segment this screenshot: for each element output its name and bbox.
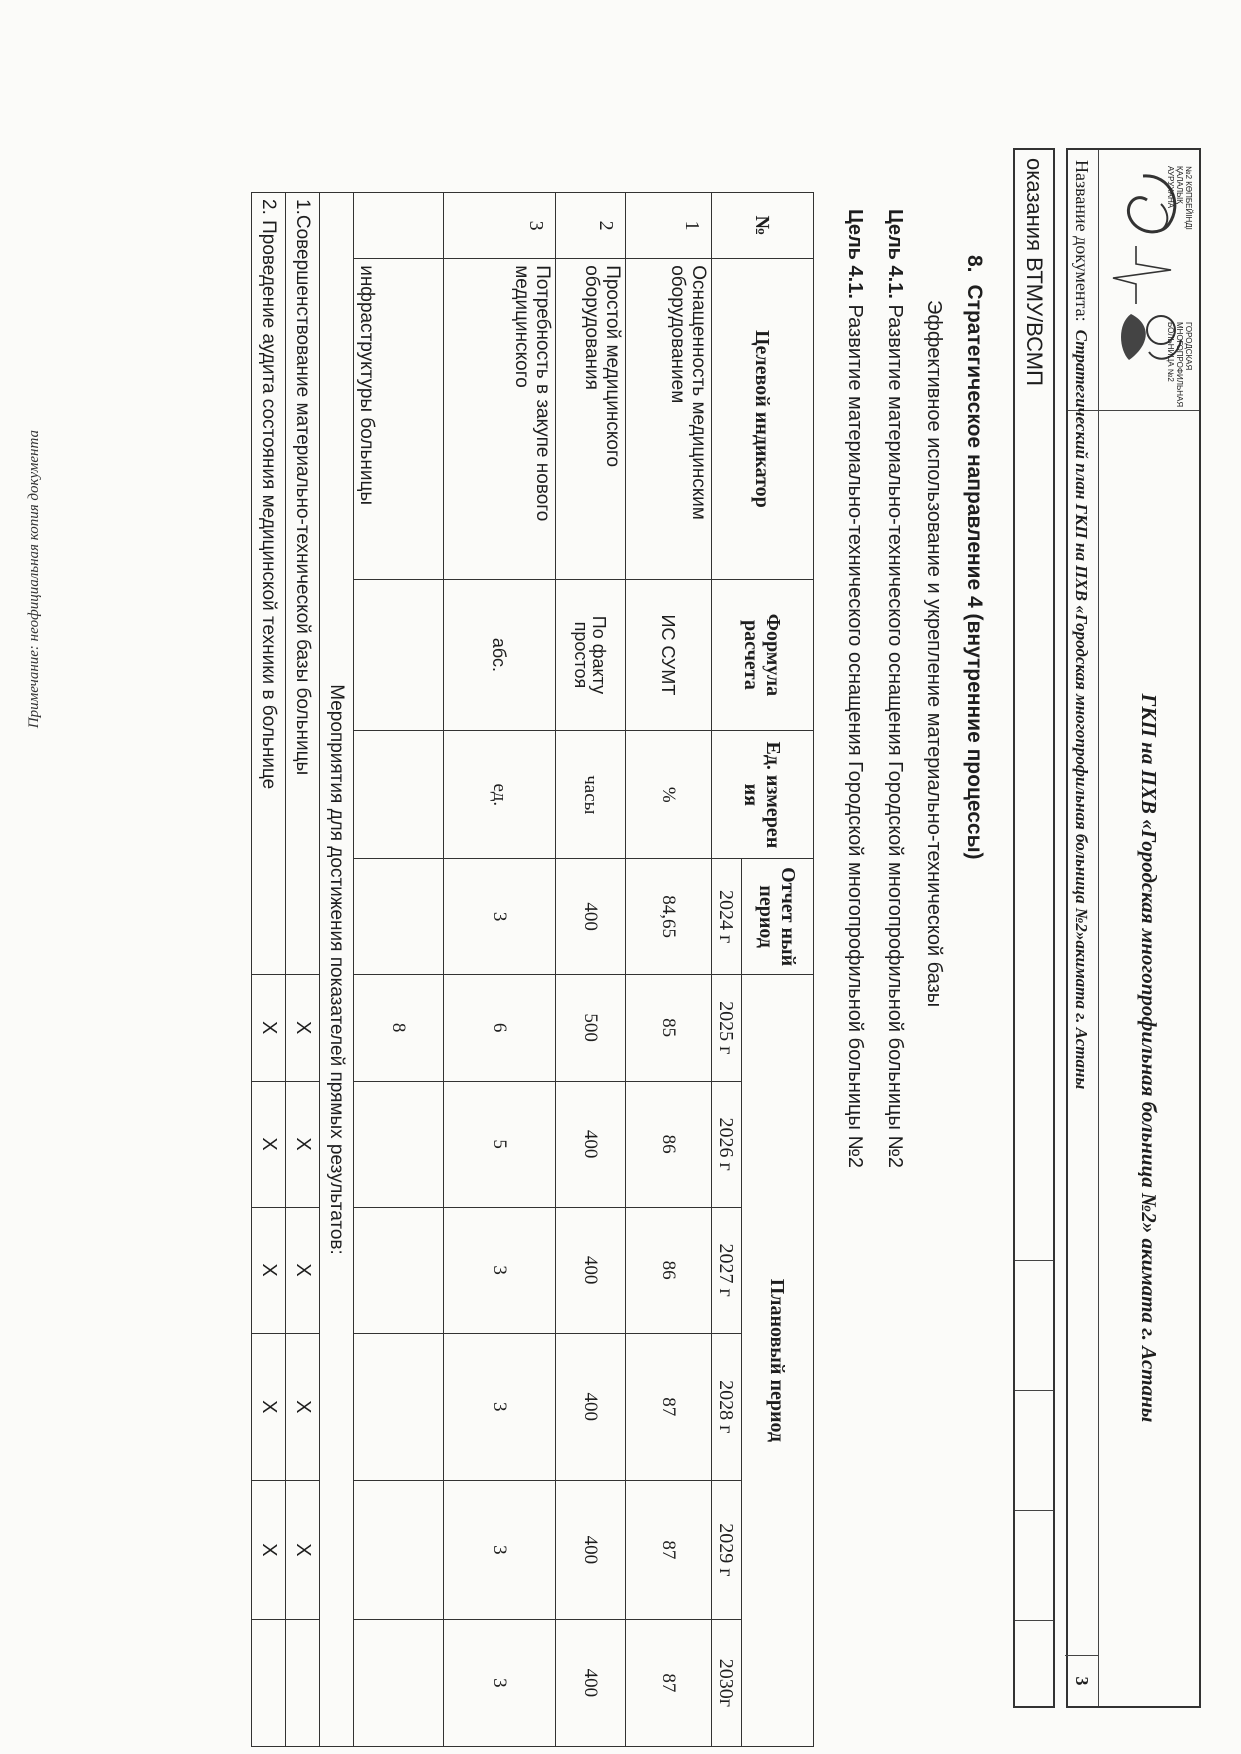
- value-cell: [354, 1081, 444, 1207]
- previous-row-text: оказания ВТМУ/ВСМП: [1022, 158, 1047, 386]
- indicator-name: инфраструктуры больницы: [354, 259, 444, 579]
- measure-mark: X: [286, 1081, 320, 1207]
- col-header-plan: Плановый период: [742, 974, 814, 1746]
- value-cell: 3: [444, 1207, 556, 1333]
- footer-watermark-note: Примечание: неофициальная копия документа: [26, 430, 42, 729]
- formula-cell: ИС СУМТ: [626, 579, 712, 731]
- value-cell: [354, 859, 444, 974]
- value-cell: 400: [556, 859, 626, 974]
- year-cell: 2025 г: [712, 974, 742, 1081]
- document-name-label: Название документа:: [1072, 160, 1092, 322]
- measure-mark: X: [252, 1207, 286, 1333]
- logo-text-kazakh: №2 КӨПБЕЙІНДІ ҚАЛАЛЫҚ АУРУХАНА: [1166, 166, 1193, 230]
- value-cell: 8: [354, 974, 444, 1081]
- value-cell: 3: [444, 1619, 556, 1746]
- goal-label: Цель 4.1.: [884, 209, 906, 299]
- section-subtitle: Эффективное использование и укрепление материально-технической базы: [923, 300, 945, 1008]
- col-header-indicator: Целевой индикатор: [712, 259, 814, 579]
- measure-mark: X: [286, 974, 320, 1081]
- col-header-formula: Формула расчета: [712, 579, 814, 731]
- indicator-name: Потребность в закупе нового медицинского: [444, 259, 556, 579]
- subgoal-line: [843, 209, 866, 1168]
- measure-row: [252, 193, 286, 1747]
- ribbon-divider: [1015, 1510, 1053, 1511]
- value-cell: 87: [626, 1619, 712, 1746]
- table-row: [556, 193, 626, 1747]
- unit-cell: часы: [556, 731, 626, 859]
- col-header-num: №: [712, 193, 814, 259]
- measure-mark: [286, 1619, 320, 1746]
- subgoal-label: Цель 4.1.: [844, 209, 866, 299]
- value-cell: 5: [444, 1081, 556, 1207]
- formula-cell: По факту простоя: [556, 579, 626, 731]
- row-number: [354, 193, 444, 259]
- goal-text: Развитие материально-технического оснащения Городской многопрофильной больницы №2: [884, 298, 906, 1169]
- goal-line: [883, 209, 906, 1168]
- indicators-table: [251, 192, 814, 1747]
- document-header: [1066, 148, 1201, 1708]
- value-cell: 84,65: [626, 859, 712, 974]
- measure-text: 1.Совершенствование материально-технической базы больницы: [286, 193, 320, 975]
- document-name-value: Стратегический план ГКП на ПХВ «Городская многопрофильная больница №2»акимата г. Астаны: [1072, 329, 1092, 1090]
- value-cell: [354, 1480, 444, 1619]
- col-header-report: Отчет ный период: [742, 859, 814, 974]
- value-cell: 3: [444, 859, 556, 974]
- measure-mark: X: [286, 1333, 320, 1480]
- value-cell: 6: [444, 974, 556, 1081]
- measure-text: 2. Проведение аудита состояния медицинской техники в больнице: [252, 193, 286, 975]
- year-cell: 2028 г: [712, 1333, 742, 1480]
- year-cell: 2024 г: [712, 859, 742, 974]
- indicator-name: Оснащенность медицинским оборудованием: [626, 259, 712, 579]
- value-cell: 500: [556, 974, 626, 1081]
- value-cell: 86: [626, 1081, 712, 1207]
- measure-mark: X: [286, 1207, 320, 1333]
- value-cell: [354, 1207, 444, 1333]
- row-number: 3: [444, 193, 556, 259]
- table-header-row: [742, 193, 814, 1747]
- formula-cell: [354, 579, 444, 731]
- value-cell: 86: [626, 1207, 712, 1333]
- unit-cell: ед.: [444, 731, 556, 859]
- year-cell: 2030г: [712, 1619, 742, 1746]
- document-name-row: [1065, 150, 1099, 1706]
- year-cell: 2026 г: [712, 1081, 742, 1207]
- unit-cell: %: [626, 731, 712, 859]
- page-number: 3: [1065, 1655, 1098, 1706]
- measure-mark: X: [286, 1480, 320, 1619]
- year-cell: 2027 г: [712, 1207, 742, 1333]
- ribbon-divider: [1015, 1620, 1053, 1621]
- measure-mark: [252, 1619, 286, 1746]
- measure-row: [286, 193, 320, 1747]
- value-cell: 400: [556, 1333, 626, 1480]
- previous-table-tail: [1013, 148, 1055, 1708]
- value-cell: [354, 1619, 444, 1746]
- subgoal-text: Развитие материально-технического оснащения Городской многопрофильной больницы №2: [844, 298, 866, 1169]
- table-row: [626, 193, 712, 1747]
- indicator-name: Простой медицинского оборудования: [556, 259, 626, 579]
- measure-mark: X: [252, 974, 286, 1081]
- value-cell: 400: [556, 1619, 626, 1746]
- measures-title-row: [320, 193, 354, 1747]
- value-cell: [354, 1333, 444, 1480]
- measure-mark: X: [252, 1480, 286, 1619]
- col-header-unit: Ед. измерен ия: [712, 731, 814, 859]
- row-number: 1: [626, 193, 712, 259]
- value-cell: 400: [556, 1081, 626, 1207]
- section-heading: [962, 255, 986, 860]
- value-cell: 3: [444, 1480, 556, 1619]
- measures-title: Мероприятия для достижения показателей прямых результатов:: [320, 193, 354, 1747]
- year-cell: 2029 г: [712, 1480, 742, 1619]
- value-cell: 85: [626, 974, 712, 1081]
- section-number: 8.: [963, 255, 986, 273]
- row-number: 2: [556, 193, 626, 259]
- measure-mark: X: [252, 1333, 286, 1480]
- ribbon-divider: [1015, 1390, 1053, 1391]
- logo-text-russian: ГОРОДСКАЯ МНОГОПРОФИЛЬНАЯ БОЛЬНИЦА №2: [1166, 322, 1193, 408]
- ribbon-divider: [1015, 1260, 1053, 1261]
- value-cell: 87: [626, 1480, 712, 1619]
- section-title: Стратегическое направление 4 (внутренние процессы): [963, 284, 986, 860]
- value-cell: 400: [556, 1480, 626, 1619]
- value-cell: 3: [444, 1333, 556, 1480]
- table-row: [354, 193, 444, 1747]
- table-row: [444, 193, 556, 1747]
- organization-title: ГКП на ПХВ «Городская многопрофильная больница №2» акимата г. Астаны: [1098, 410, 1199, 1706]
- measure-mark: X: [252, 1081, 286, 1207]
- value-cell: 400: [556, 1207, 626, 1333]
- value-cell: 87: [626, 1333, 712, 1480]
- unit-cell: [354, 731, 444, 859]
- formula-cell: абс.: [444, 579, 556, 731]
